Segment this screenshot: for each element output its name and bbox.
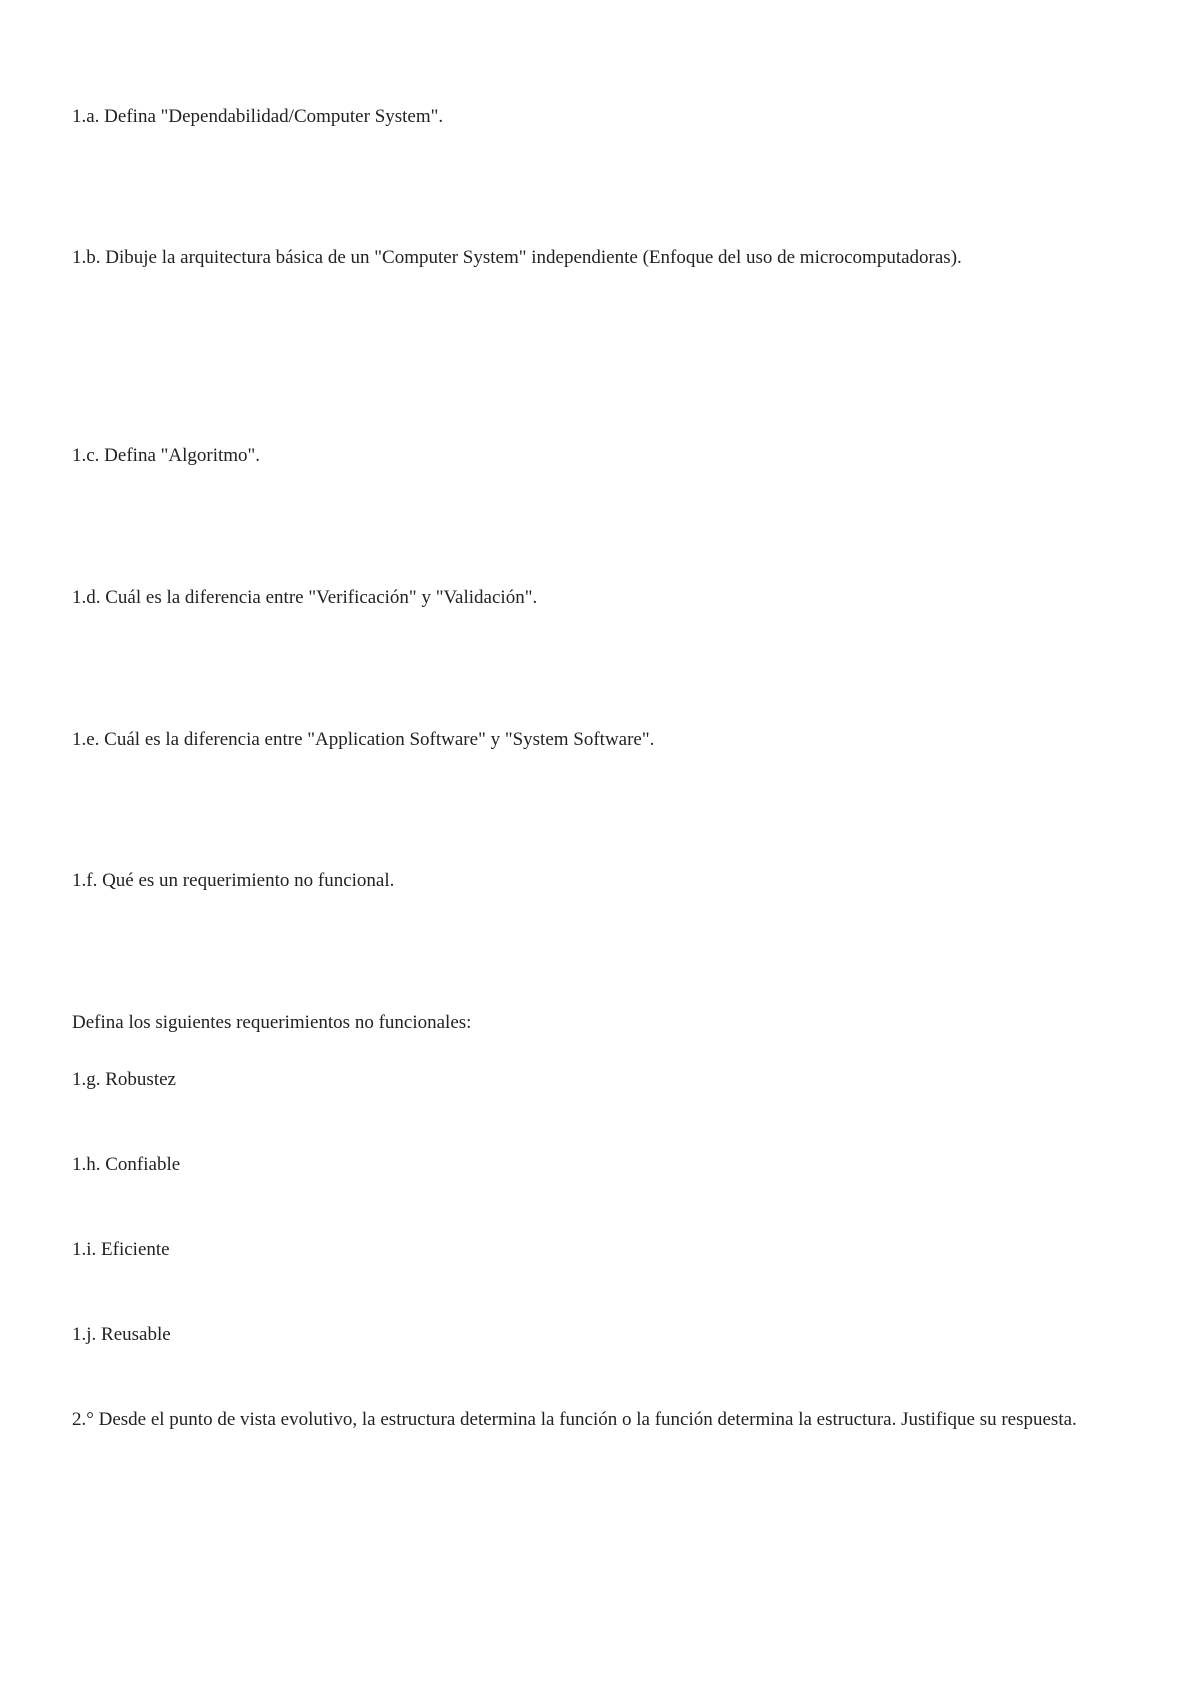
nonfunctional-intro: Defina los siguientes requerimientos no funcionales:	[72, 1012, 472, 1033]
question-1i: 1.i. Eficiente	[72, 1239, 170, 1260]
question-1g: 1.g. Robustez	[72, 1069, 176, 1090]
question-1h: 1.h. Confiable	[72, 1154, 181, 1175]
question-1b: 1.b. Dibuje la arquitectura básica de un "Computer System" independiente (Enfoque del uso de microcomputadoras).	[72, 247, 962, 268]
question-1a: 1.a. Defina "Dependabilidad/Computer System".	[72, 106, 444, 127]
question-1d: 1.d. Cuál es la diferencia entre "Verificación" y "Validación".	[72, 587, 538, 608]
question-1c: 1.c. Defina "Algoritmo".	[72, 445, 261, 466]
question-1e: 1.e. Cuál es la diferencia entre "Application Software" y "System Software".	[72, 729, 655, 750]
question-2: 2.° Desde el punto de vista evolutivo, la estructura determina la función o la función determina la estructura. Justifique su respuesta.	[72, 1409, 1077, 1430]
question-1f: 1.f. Qué es un requerimiento no funcional.	[72, 870, 395, 891]
question-1j: 1.j. Reusable	[72, 1324, 171, 1345]
